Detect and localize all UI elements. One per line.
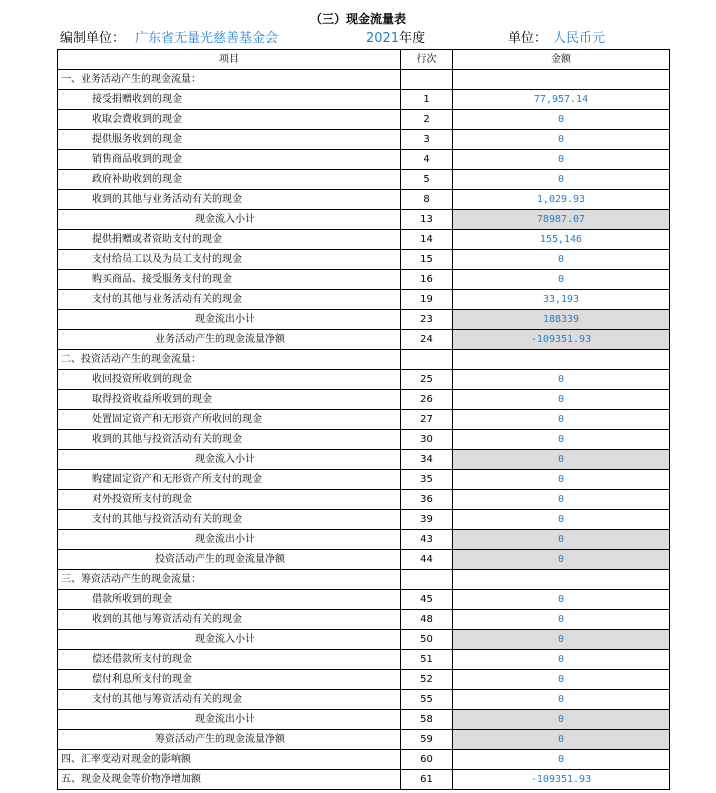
table-row — [58, 90, 670, 110]
row-line-number: 52 — [401, 670, 453, 690]
row-item-label: 筹资活动产生的现金流量净额 — [58, 730, 401, 750]
row-item-label: 处置固定资产和无形资产所收回的现金 — [58, 410, 401, 430]
row-line-number: 24 — [401, 330, 453, 350]
table-row — [58, 690, 670, 710]
currency-value: 人民币元 — [553, 31, 606, 46]
section-heading: 一、业务活动产生的现金流量： — [58, 70, 401, 90]
row-item-label: 政府补助收到的现金 — [58, 170, 401, 190]
table-row — [58, 570, 670, 590]
row-line-number: 55 — [401, 690, 453, 710]
table-row — [58, 330, 670, 350]
row-amount: 33,193 — [453, 290, 670, 310]
row-line-number — [401, 350, 453, 370]
row-item-label: 偿付利息所支付的现金 — [58, 670, 401, 690]
row-line-number: 16 — [401, 270, 453, 290]
row-item-label: 提供服务收到的现金 — [58, 130, 401, 150]
organization-label: 编制单位： — [60, 31, 126, 46]
row-line-number: 34 — [401, 450, 453, 470]
row-amount: 0 — [453, 370, 670, 390]
row-line-number: 2 — [401, 110, 453, 130]
row-item-label: 现金流出小计 — [58, 530, 401, 550]
row-item-label: 借款所收到的现金 — [58, 590, 401, 610]
table-row — [58, 530, 670, 550]
row-amount: 0 — [453, 470, 670, 490]
row-item-label: 支付的其他与投资活动有关的现金 — [58, 510, 401, 530]
table-row — [58, 550, 670, 570]
section-heading: 五、现金及现金等价物净增加额 — [58, 770, 401, 790]
row-amount — [453, 70, 670, 90]
row-amount: 0 — [453, 250, 670, 270]
row-item-label: 收回投资所收到的现金 — [58, 370, 401, 390]
cash-flow-table — [57, 49, 670, 790]
row-line-number: 44 — [401, 550, 453, 570]
table-row — [58, 410, 670, 430]
table-row — [58, 350, 670, 370]
row-amount: 0 — [453, 610, 670, 630]
row-line-number: 1 — [401, 90, 453, 110]
row-item-label: 支付给员工以及为员工支付的现金 — [58, 250, 401, 270]
row-item-label: 支付的其他与业务活动有关的现金 — [58, 290, 401, 310]
row-item-label: 取得投资收益所收到的现金 — [58, 390, 401, 410]
organization-name: 广东省无量光慈善基金会 — [135, 31, 279, 46]
table-row — [58, 490, 670, 510]
row-line-number: 61 — [401, 770, 453, 790]
row-item-label: 投资活动产生的现金流量净额 — [58, 550, 401, 570]
row-item-label: 购建固定资产和无形资产所支付的现金 — [58, 470, 401, 490]
table-row — [58, 370, 670, 390]
table-row — [58, 310, 670, 330]
row-item-label: 收取会费收到的现金 — [58, 110, 401, 130]
table-row — [58, 770, 670, 790]
row-amount: 0 — [453, 150, 670, 170]
row-line-number: 8 — [401, 190, 453, 210]
table-row — [58, 290, 670, 310]
row-item-label: 销售商品收到的现金 — [58, 150, 401, 170]
row-line-number: 58 — [401, 710, 453, 730]
row-amount: 188339 — [453, 310, 670, 330]
row-amount: 0 — [453, 730, 670, 750]
row-item-label: 收到的其他与投资活动有关的现金 — [58, 430, 401, 450]
row-amount: 0 — [453, 270, 670, 290]
row-amount — [453, 350, 670, 370]
column-header-amount: 金额 — [453, 50, 670, 70]
row-amount: 0 — [453, 410, 670, 430]
row-line-number: 59 — [401, 730, 453, 750]
row-line-number: 3 — [401, 130, 453, 150]
row-line-number: 4 — [401, 150, 453, 170]
table-row — [58, 470, 670, 490]
row-amount: 0 — [453, 510, 670, 530]
row-amount: 0 — [453, 530, 670, 550]
row-line-number: 19 — [401, 290, 453, 310]
row-line-number: 13 — [401, 210, 453, 230]
report-year-suffix: 年度 — [399, 31, 426, 46]
row-amount: 0 — [453, 490, 670, 510]
row-line-number: 26 — [401, 390, 453, 410]
row-item-label: 对外投资所支付的现金 — [58, 490, 401, 510]
row-amount: 0 — [453, 110, 670, 130]
row-line-number: 14 — [401, 230, 453, 250]
row-item-label: 现金流出小计 — [58, 710, 401, 730]
row-line-number: 23 — [401, 310, 453, 330]
row-item-label: 现金流入小计 — [58, 630, 401, 650]
row-line-number: 50 — [401, 630, 453, 650]
row-item-label: 提供捐赠或者资助支付的现金 — [58, 230, 401, 250]
report-year: 2021 — [366, 31, 400, 46]
table-row — [58, 270, 670, 290]
row-amount: 0 — [453, 130, 670, 150]
table-header-row — [58, 50, 670, 70]
table-row — [58, 750, 670, 770]
row-line-number — [401, 70, 453, 90]
table-row — [58, 710, 670, 730]
row-amount: 0 — [453, 650, 670, 670]
row-line-number — [401, 570, 453, 590]
table-row — [58, 730, 670, 750]
table-row — [58, 250, 670, 270]
row-item-label: 现金流出小计 — [58, 310, 401, 330]
table-row — [58, 390, 670, 410]
table-row — [58, 630, 670, 650]
row-amount: 0 — [453, 450, 670, 470]
table-row — [58, 510, 670, 530]
row-line-number: 30 — [401, 430, 453, 450]
row-amount: 0 — [453, 670, 670, 690]
row-line-number: 35 — [401, 470, 453, 490]
row-line-number: 36 — [401, 490, 453, 510]
section-heading: 二、投资活动产生的现金流量： — [58, 350, 401, 370]
table-row — [58, 70, 670, 90]
row-item-label: 购买商品、接受服务支付的现金 — [58, 270, 401, 290]
row-item-label: 业务活动产生的现金流量净额 — [58, 330, 401, 350]
row-amount: 0 — [453, 430, 670, 450]
table-row — [58, 130, 670, 150]
row-item-label: 接受捐赠收到的现金 — [58, 90, 401, 110]
currency-label: 单位： — [508, 31, 548, 46]
page-title: （三）现金流量表 — [309, 12, 406, 26]
table-row — [58, 210, 670, 230]
table-row — [58, 670, 670, 690]
row-item-label: 偿还借款所支付的现金 — [58, 650, 401, 670]
row-amount: 0 — [453, 630, 670, 650]
row-amount: 1,029.93 — [453, 190, 670, 210]
row-line-number: 45 — [401, 590, 453, 610]
row-amount: -109351.93 — [453, 770, 670, 790]
row-line-number: 60 — [401, 750, 453, 770]
row-item-label: 收到的其他与筹资活动有关的现金 — [58, 610, 401, 630]
row-line-number: 25 — [401, 370, 453, 390]
row-item-label: 支付的其他与筹资活动有关的现金 — [58, 690, 401, 710]
table-row — [58, 110, 670, 130]
section-heading: 四、汇率变动对现金的影响额 — [58, 750, 401, 770]
row-line-number: 27 — [401, 410, 453, 430]
column-header-item: 项目 — [58, 50, 401, 70]
row-item-label: 现金流入小计 — [58, 450, 401, 470]
row-amount: 0 — [453, 390, 670, 410]
table-row — [58, 170, 670, 190]
table-row — [58, 590, 670, 610]
table-row — [58, 230, 670, 250]
row-line-number: 5 — [401, 170, 453, 190]
row-line-number: 15 — [401, 250, 453, 270]
row-line-number: 51 — [401, 650, 453, 670]
row-amount: 0 — [453, 550, 670, 570]
table-row — [58, 150, 670, 170]
organization-header — [60, 27, 278, 46]
table-row — [58, 610, 670, 630]
row-line-number: 43 — [401, 530, 453, 550]
row-amount: 0 — [453, 690, 670, 710]
row-amount: 0 — [453, 170, 670, 190]
row-amount: 0 — [453, 590, 670, 610]
table-row — [58, 650, 670, 670]
report-period — [366, 27, 425, 46]
currency-header — [508, 27, 605, 46]
row-amount: 0 — [453, 750, 670, 770]
row-amount: 78987.07 — [453, 210, 670, 230]
row-amount — [453, 570, 670, 590]
row-item-label: 收到的其他与业务活动有关的现金 — [58, 190, 401, 210]
row-amount: 0 — [453, 710, 670, 730]
row-line-number: 48 — [401, 610, 453, 630]
table-body — [58, 70, 670, 790]
table-row — [58, 430, 670, 450]
column-header-line-no: 行次 — [401, 50, 453, 70]
table-row — [58, 190, 670, 210]
row-item-label: 现金流入小计 — [58, 210, 401, 230]
row-amount: 77,957.14 — [453, 90, 670, 110]
row-amount: 155,146 — [453, 230, 670, 250]
section-heading: 三、筹资活动产生的现金流量： — [58, 570, 401, 590]
row-amount: -109351.93 — [453, 330, 670, 350]
table-row — [58, 450, 670, 470]
row-line-number: 39 — [401, 510, 453, 530]
